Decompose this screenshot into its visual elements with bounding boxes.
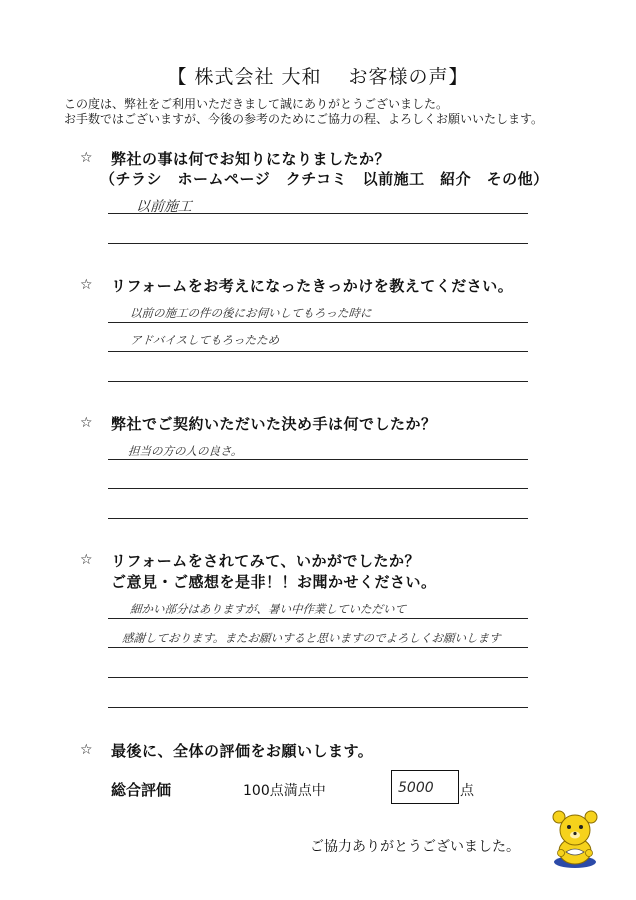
answer-4-line-1: 細かい部分はありますが、暑い中作業していただいて xyxy=(129,602,407,616)
rating-unit: 点 xyxy=(460,783,474,799)
answer-line xyxy=(108,459,528,460)
answer-1-line-1: 以前施工 xyxy=(135,199,193,215)
rating-value: 5000 xyxy=(398,780,434,796)
answer-line xyxy=(108,351,528,352)
answer-4-line-2: 感謝しております。またお願いすると思いますのでよろしくお願いします xyxy=(121,631,502,645)
answer-line xyxy=(108,243,528,244)
answer-2-line-1: 以前の施工の件の後にお伺いしてもろった時に xyxy=(129,306,372,320)
bear-mascot-svg xyxy=(544,808,606,870)
page-title: 【 株式会社 大和 お客様の声】 xyxy=(167,66,469,88)
question-4: リフォームをされてみて、いかがでしたか？ xyxy=(111,552,420,570)
question-5: 最後に、全体の評価をお願いします。 xyxy=(111,742,374,760)
star-icon: ☆ xyxy=(80,552,93,568)
answer-line xyxy=(108,677,528,678)
star-icon: ☆ xyxy=(80,742,93,758)
answer-line xyxy=(108,488,528,489)
question-1: 弊社の事は何でお知りになりましたか？ xyxy=(111,150,391,168)
intro-line-1: この度は、弊社をご利用いただきまして誠にありがとうございました。 xyxy=(64,97,449,111)
star-icon: ☆ xyxy=(80,277,93,293)
answer-line xyxy=(108,322,528,323)
thanks-text: ご協力ありがとうございました。 xyxy=(310,839,520,855)
star-icon: ☆ xyxy=(80,150,93,166)
answer-line xyxy=(108,213,528,214)
intro-line-2: お手数ではございますが、今後の参考のためにご協力の程、よろしくお願いいたします。 xyxy=(64,112,544,126)
answer-line xyxy=(108,518,528,519)
answer-line xyxy=(108,707,528,708)
bear-mascot-icon xyxy=(544,808,606,870)
answer-3-line-1: 担当の方の人の良さ。 xyxy=(127,444,244,458)
star-icon: ☆ xyxy=(80,415,93,431)
answer-2-line-2: アドバイスしてもろったため xyxy=(129,333,280,347)
rating-label: 総合評価 xyxy=(111,781,172,799)
question-1-options: （チラシ ホームページ クチコミ 以前施工 紹介 その他） xyxy=(100,170,549,188)
answer-line xyxy=(108,618,528,619)
answer-line xyxy=(108,381,528,382)
question-2: リフォームをお考えになったきっかけを教えてください。 xyxy=(111,277,514,295)
question-3: 弊社でご契約いただいた決め手は何でしたか？ xyxy=(111,415,437,433)
question-4-sub: ご意見・ご感想を是非！！お聞かせください。 xyxy=(111,573,437,591)
rating-scale: 100点満点中 xyxy=(243,783,326,799)
answer-line xyxy=(108,647,528,648)
